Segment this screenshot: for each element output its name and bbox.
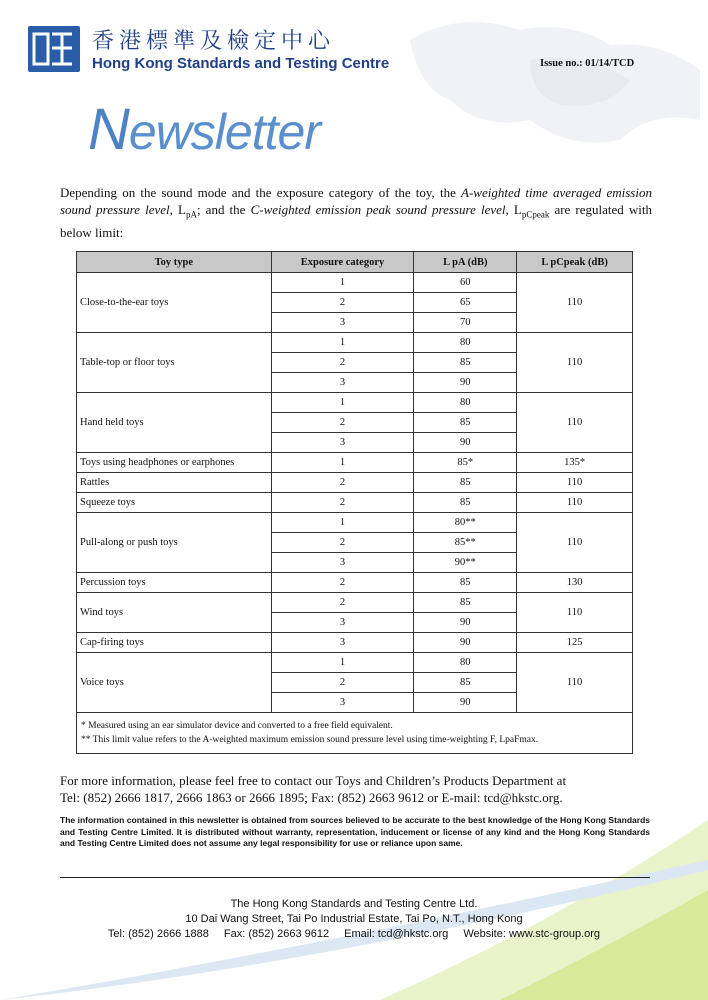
intro-text-3: ; and the	[196, 202, 251, 217]
table-row	[77, 273, 633, 293]
lpa-value-cell: 85	[414, 353, 517, 373]
exposure-category-cell: 2	[271, 473, 414, 493]
lpa-value-cell: 85	[414, 593, 517, 613]
footer-company: The Hong Kong Standards and Testing Centre Ltd.	[230, 898, 478, 910]
lpa-value-cell: 85**	[414, 533, 517, 553]
footer-tel: Tel: (852) 2666 1888	[107, 928, 209, 940]
exposure-category-cell: 1	[271, 453, 414, 473]
footer-fax: Fax: (852) 2663 9612	[223, 928, 330, 940]
exposure-category-cell: 2	[271, 673, 414, 693]
footer-email: Email: tcd@hkstc.org	[344, 928, 449, 940]
exposure-category-cell: 1	[271, 273, 414, 293]
sound-limit-table	[76, 251, 633, 754]
exposure-category-cell: 3	[271, 373, 414, 393]
disclaimer: The information contained in this newsletter is obtained from sources believed to be accurate to the best knowledge of the Hong Kong Standards and Testing Centre Limited. It is distributed without warranty, representation, inducement or license of any kind and the Hong Kong Standards and Testing Centre Limited does not assume any legal responsibility for use or reliance upon same.	[60, 815, 650, 848]
exposure-category-cell: 2	[271, 293, 414, 313]
exposure-category-cell: 3	[271, 433, 414, 453]
exposure-category-cell: 3	[271, 613, 414, 633]
lpa-value-cell: 85	[414, 473, 517, 493]
sound-limit-table-container	[76, 251, 633, 754]
lpa-value-cell: 80	[414, 393, 517, 413]
table-row	[77, 573, 633, 593]
toy-type-cell: Percussion toys	[77, 573, 272, 593]
exposure-category-cell: 2	[271, 573, 414, 593]
stc-logo-icon	[28, 26, 80, 72]
exposure-category-cell: 1	[271, 653, 414, 673]
lpcpeak-value-cell: 110	[517, 653, 633, 713]
lpa-value-cell: 80	[414, 333, 517, 353]
org-name-english: Hong Kong Standards and Testing Centre	[92, 55, 390, 72]
exposure-category-cell: 3	[271, 693, 414, 713]
lpcpeak-value-cell: 110	[517, 473, 633, 493]
masthead-rest: ewsletter	[128, 104, 320, 160]
issue-number: Issue no.: 01/14/TCD	[540, 58, 635, 69]
masthead-initial: N	[88, 97, 129, 162]
table-row	[77, 333, 633, 353]
table-header-row	[77, 252, 633, 273]
toy-type-cell: Pull-along or push toys	[77, 513, 272, 573]
table-note-1: * Measured using an ear simulator device and converted to a free field equivalent.	[81, 721, 393, 731]
lpa-value-cell: 85	[414, 493, 517, 513]
column-header-toy-type: Toy type	[77, 252, 272, 273]
intro-text-4: , L	[505, 202, 522, 217]
toy-type-cell: Voice toys	[77, 653, 272, 713]
newsletter-masthead	[88, 96, 320, 163]
lpa-value-cell: 65	[414, 293, 517, 313]
contact-line-1: For more information, please feel free to contact our Toys and Children’s Products Department at	[60, 773, 567, 788]
lpa-value-cell: 85*	[414, 453, 517, 473]
lpcpeak-value-cell: 110	[517, 393, 633, 453]
column-header-lpa: L pA (dB)	[414, 252, 517, 273]
table-note-2: ** This limit value refers to the A-weighted maximum emission sound pressure level using time-weighting F, LpaFmax.	[81, 735, 539, 745]
table-row	[77, 453, 633, 473]
contact-line-2: Tel: (852) 2666 1817, 2666 1863 or 2666 1895; Fax: (852) 2663 9612 or E-mail: tcd@hkstc.org.	[60, 790, 563, 805]
toy-type-cell: Hand held toys	[77, 393, 272, 453]
toy-type-cell: Wind toys	[77, 593, 272, 633]
toy-type-cell: Rattles	[77, 473, 272, 493]
intro-subscript-2: pCpeak	[521, 209, 550, 220]
footer-contacts	[0, 928, 708, 940]
column-header-lpcpeak: L pCpeak (dB)	[517, 252, 633, 273]
toy-type-cell: Cap-firing toys	[77, 633, 272, 653]
lpcpeak-value-cell: 110	[517, 513, 633, 573]
lpcpeak-value-cell: 130	[517, 573, 633, 593]
exposure-category-cell: 2	[271, 353, 414, 373]
exposure-category-cell: 1	[271, 513, 414, 533]
lpcpeak-value-cell: 110	[517, 333, 633, 393]
toy-type-cell: Squeeze toys	[77, 493, 272, 513]
intro-paragraph	[60, 184, 652, 241]
toy-type-cell: Close-to-the-ear toys	[77, 273, 272, 333]
lpa-value-cell: 90	[414, 373, 517, 393]
exposure-category-cell: 1	[271, 393, 414, 413]
intro-text-1: Depending on the sound mode and the exposure category of the toy, the	[60, 185, 462, 200]
exposure-category-cell: 2	[271, 533, 414, 553]
lpa-value-cell: 90	[414, 693, 517, 713]
table-row	[77, 593, 633, 613]
intro-text-5: are regulated with below limit:	[60, 202, 653, 240]
lpa-value-cell: 60	[414, 273, 517, 293]
table-notes	[77, 713, 633, 754]
table-notes-row	[77, 713, 633, 754]
world-map-watermark	[380, 0, 708, 200]
table-row	[77, 473, 633, 493]
lpa-value-cell: 85	[414, 673, 517, 693]
lpcpeak-value-cell: 125	[517, 633, 633, 653]
lpa-value-cell: 90**	[414, 553, 517, 573]
intro-text-2: , L	[169, 202, 186, 217]
toy-type-cell: Toys using headphones or earphones	[77, 453, 272, 473]
exposure-category-cell: 1	[271, 333, 414, 353]
lpcpeak-value-cell: 110	[517, 493, 633, 513]
exposure-category-cell: 2	[271, 493, 414, 513]
footer-website: Website: www.stc-group.org	[463, 928, 601, 940]
stc-logo	[28, 26, 80, 72]
lpa-value-cell: 80**	[414, 513, 517, 533]
table-row	[77, 513, 633, 533]
table-row	[77, 493, 633, 513]
lpcpeak-value-cell: 135*	[517, 453, 633, 473]
lpa-value-cell: 85	[414, 413, 517, 433]
lpa-value-cell: 90	[414, 433, 517, 453]
intro-emphasis-2: C-weighted emission peak sound pressure level	[250, 202, 506, 217]
exposure-category-cell: 3	[271, 313, 414, 333]
footer-address: 10 Dai Wang Street, Tai Po Industrial Estate, Tai Po, N.T., Hong Kong	[185, 913, 523, 925]
lpa-value-cell: 90	[414, 633, 517, 653]
exposure-category-cell: 3	[271, 633, 414, 653]
column-header-exposure-category: Exposure category	[271, 252, 414, 273]
lpcpeak-value-cell: 110	[517, 273, 633, 333]
org-name-chinese: 香港標準及檢定中心	[92, 29, 336, 54]
lpa-value-cell: 85	[414, 573, 517, 593]
intro-emphasis-1: A-weighted time averaged emission sound pressure level	[60, 185, 652, 217]
lpa-value-cell: 70	[414, 313, 517, 333]
table-row	[77, 653, 633, 673]
lpcpeak-value-cell: 110	[517, 593, 633, 633]
lpa-value-cell: 90	[414, 613, 517, 633]
contact-info	[60, 772, 660, 806]
table-row	[77, 393, 633, 413]
lpa-value-cell: 80	[414, 653, 517, 673]
exposure-category-cell: 2	[271, 593, 414, 613]
toy-type-cell: Table-top or floor toys	[77, 333, 272, 393]
table-body	[77, 273, 633, 713]
intro-subscript-1: pA	[185, 209, 197, 220]
footer-divider	[60, 877, 650, 878]
table-row	[77, 633, 633, 653]
exposure-category-cell: 2	[271, 413, 414, 433]
exposure-category-cell: 3	[271, 553, 414, 573]
